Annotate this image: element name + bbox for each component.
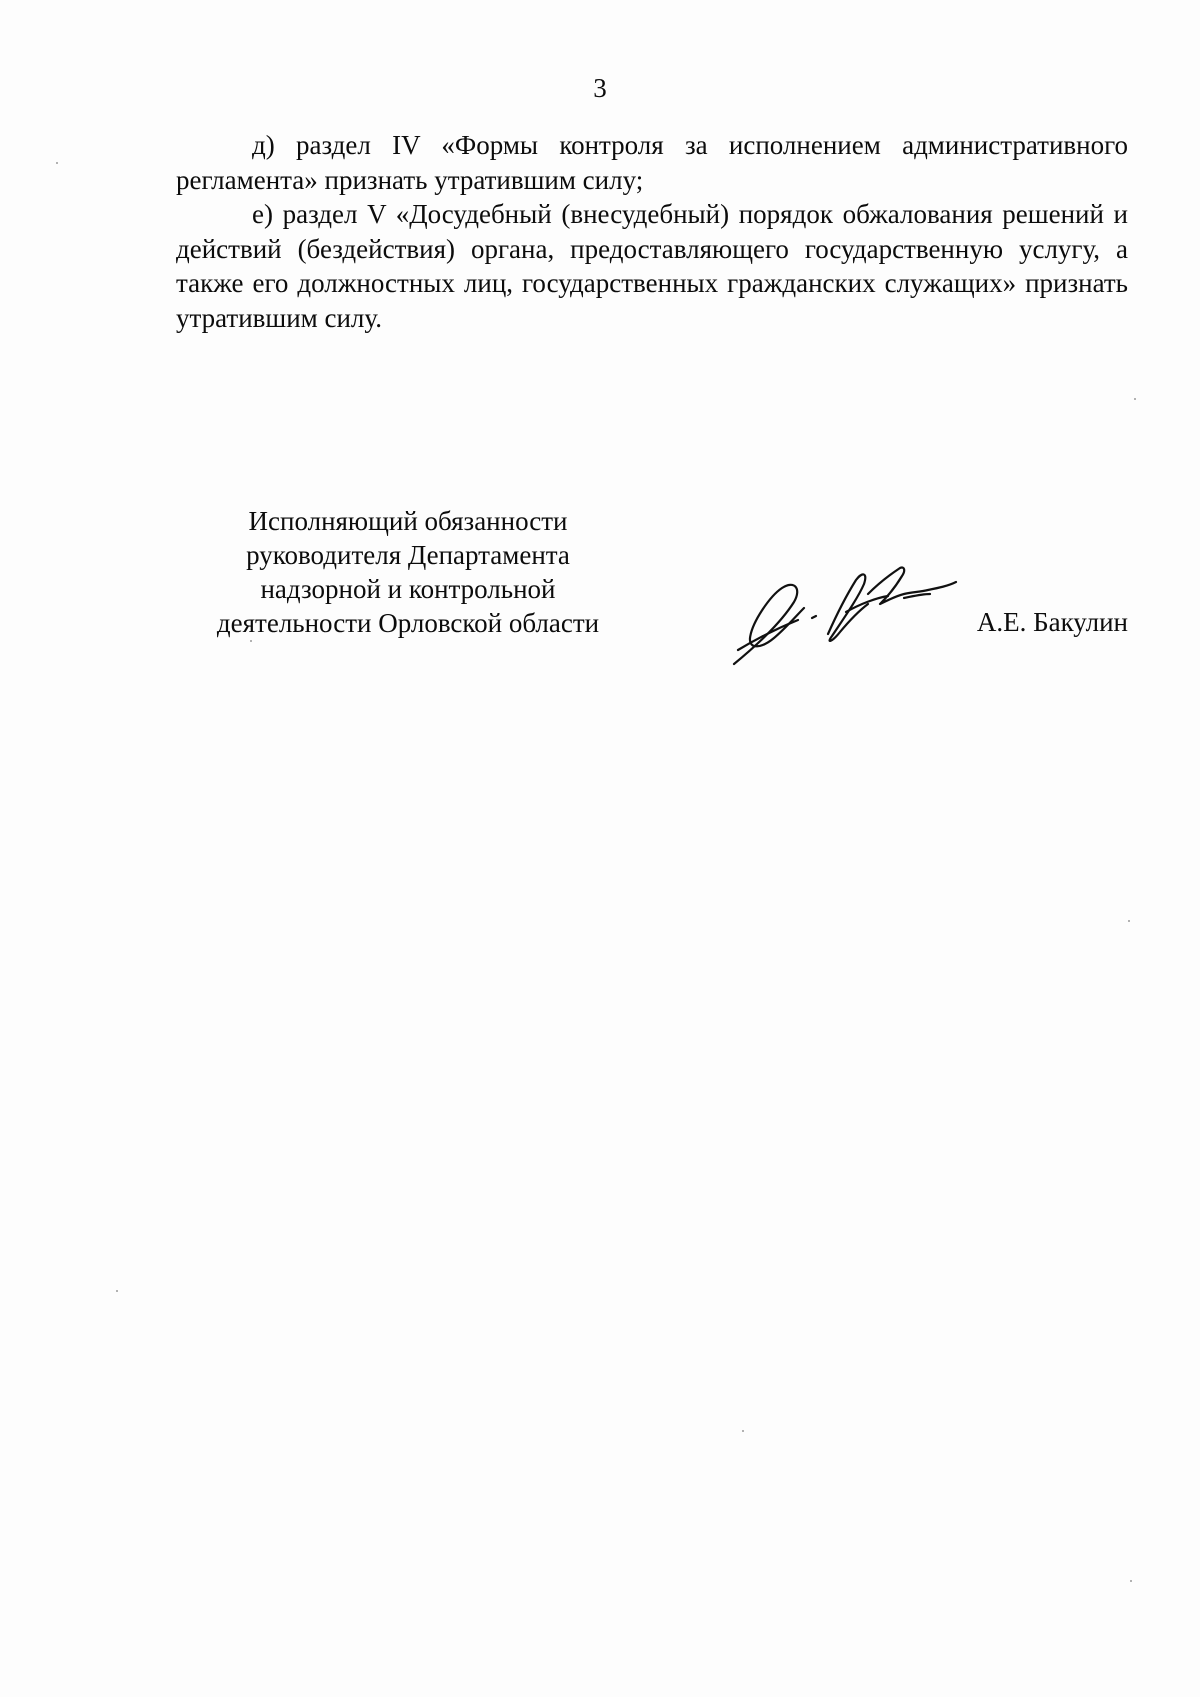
position-line: надзорной и контрольной (260, 574, 556, 604)
signer-name: А.Е. Бакулин (976, 607, 1128, 637)
position-line: руководителя Департамента (246, 540, 570, 570)
scan-speck (56, 162, 58, 164)
document-body (176, 128, 1128, 336)
scan-speck (1134, 398, 1136, 400)
signature-strokes (734, 567, 956, 664)
paragraph-d: д) раздел IV «Формы контроля за исполнением административного регламента» признать утратившим силу; (176, 130, 1128, 195)
page-number: 3 (593, 73, 607, 103)
scan-speck (116, 1290, 118, 1292)
signatory-position (196, 504, 620, 640)
scan-speck (742, 1430, 744, 1432)
handwritten-signature (728, 558, 958, 668)
paragraph-e: е) раздел V «Досудебный (внесудебный) порядок обжалования решений и действий (бездействия) органа, предоставляющего государственную услугу, а также его должностных лиц, государственных гражданских служащих» признать утратившим силу. (176, 199, 1128, 333)
scan-speck (1130, 1580, 1132, 1582)
scan-speck (1128, 920, 1130, 922)
position-line: Исполняющий обязанности (248, 506, 568, 536)
position-line: деятельности Орловской области (216, 608, 600, 638)
scan-speck (250, 640, 252, 642)
